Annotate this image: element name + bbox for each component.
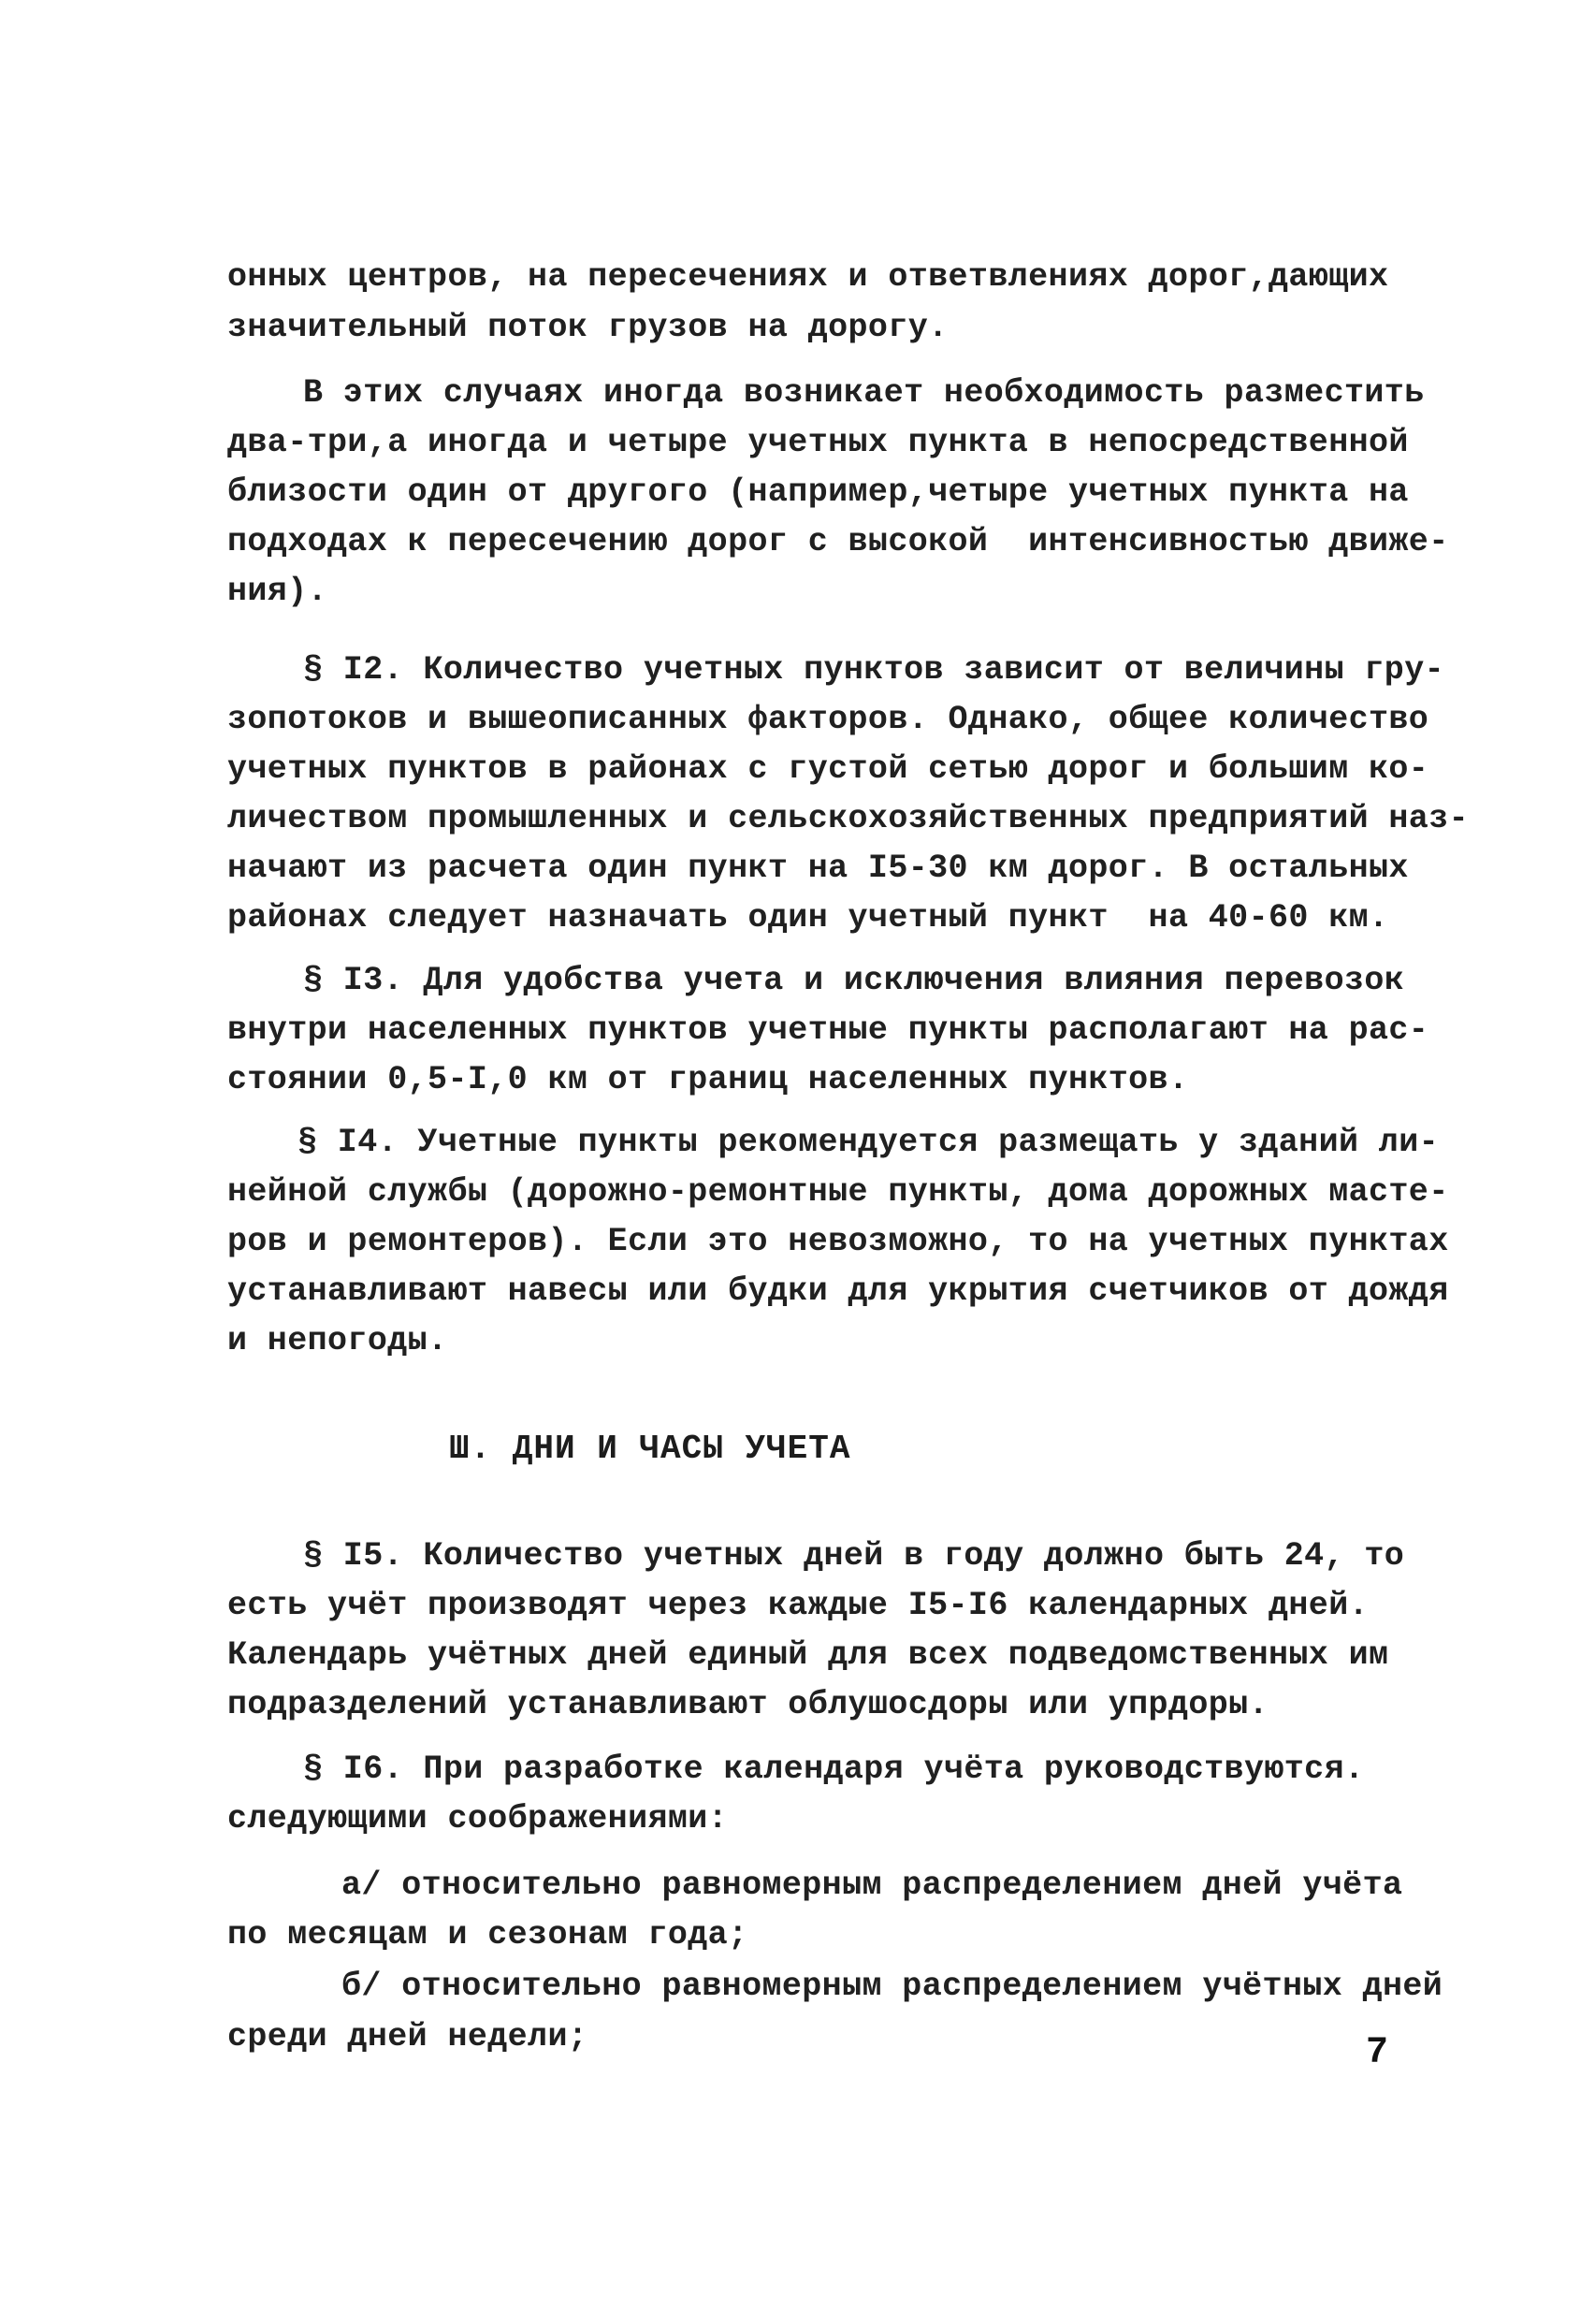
text-line: § I6. При разработке календаря учёта руководствуются.	[303, 1750, 1365, 1788]
text-line: внутри населенных пунктов учетные пункты располагают на рас-	[227, 1011, 1429, 1049]
text-line: личеством промышленных и сельскохозяйственных предприятий наз-	[227, 800, 1470, 837]
text-line: б/ относительно равномерным распределением учётных дней	[341, 1968, 1443, 2005]
text-line: а/ относительно равномерным распределением дней учёта	[341, 1866, 1403, 1904]
section-heading: Ш. ДНИ И ЧАСЫ УЧЕТА	[449, 1430, 851, 1468]
text-line: подходах к пересечению дорог с высокой интенсивностью движе-	[227, 523, 1449, 560]
text-line: зопотоков и вышеописанных факторов. Однако, общее количество	[227, 701, 1429, 738]
text-line: нейной службы (дорожно-ремонтные пункты, дома дорожных масте-	[227, 1173, 1449, 1211]
text-line: подразделений устанавливают облушосдоры или упрдоры.	[227, 1686, 1269, 1723]
text-line: § I2. Количество учетных пунктов зависит от величины гру-	[303, 651, 1444, 689]
text-line: В этих случаях иногда возникает необходимость разместить	[303, 374, 1425, 412]
text-line: ния).	[227, 573, 328, 610]
page-number: 7	[1366, 2032, 1389, 2074]
text-line: учетных пунктов в районах с густой сетью дорог и большим ко-	[227, 750, 1429, 788]
text-line: и непогоды.	[227, 1322, 448, 1359]
text-line: есть учёт производят через каждые I5-I6 календарных дней.	[227, 1587, 1369, 1624]
text-line: Календарь учётных дней единый для всех подведомственных им	[227, 1636, 1389, 1674]
text-line: стоянии 0,5-I,0 км от границ населенных пунктов.	[227, 1061, 1189, 1098]
text-line: § I4. Учетные пункты рекомендуется размещать у зданий ли-	[297, 1124, 1439, 1161]
text-line: значительный поток грузов на дорогу.	[227, 309, 949, 346]
text-line: по месяцам и сезонам года;	[227, 1916, 748, 1954]
text-line: близости один от другого (например,четыре учетных пункта на	[227, 473, 1409, 511]
text-line: ров и ремонтеров). Если это невозможно, то на учетных пунктах	[227, 1223, 1449, 1260]
text-line: районах следует назначать один учетный пункт на 40-60 км.	[227, 899, 1389, 937]
text-line: устанавливают навесы или будки для укрытия счетчиков от дождя	[227, 1272, 1449, 1310]
text-line: § I5. Количество учетных дней в году должно быть 24, то	[303, 1537, 1405, 1575]
text-line: следующими соображениями:	[227, 1800, 729, 1837]
text-line: среди дней недели;	[227, 2018, 588, 2055]
text-line: два-три,а иногда и четыре учетных пункта в непосредственной	[227, 424, 1409, 461]
text-line: онных центров, на пересечениях и ответвлениях дорог,дающих	[227, 258, 1389, 296]
text-line: начают из расчета один пункт на I5-30 км дорог. В остальных	[227, 850, 1409, 887]
text-line: § I3. Для удобства учета и исключения влияния перевозок	[303, 962, 1405, 999]
